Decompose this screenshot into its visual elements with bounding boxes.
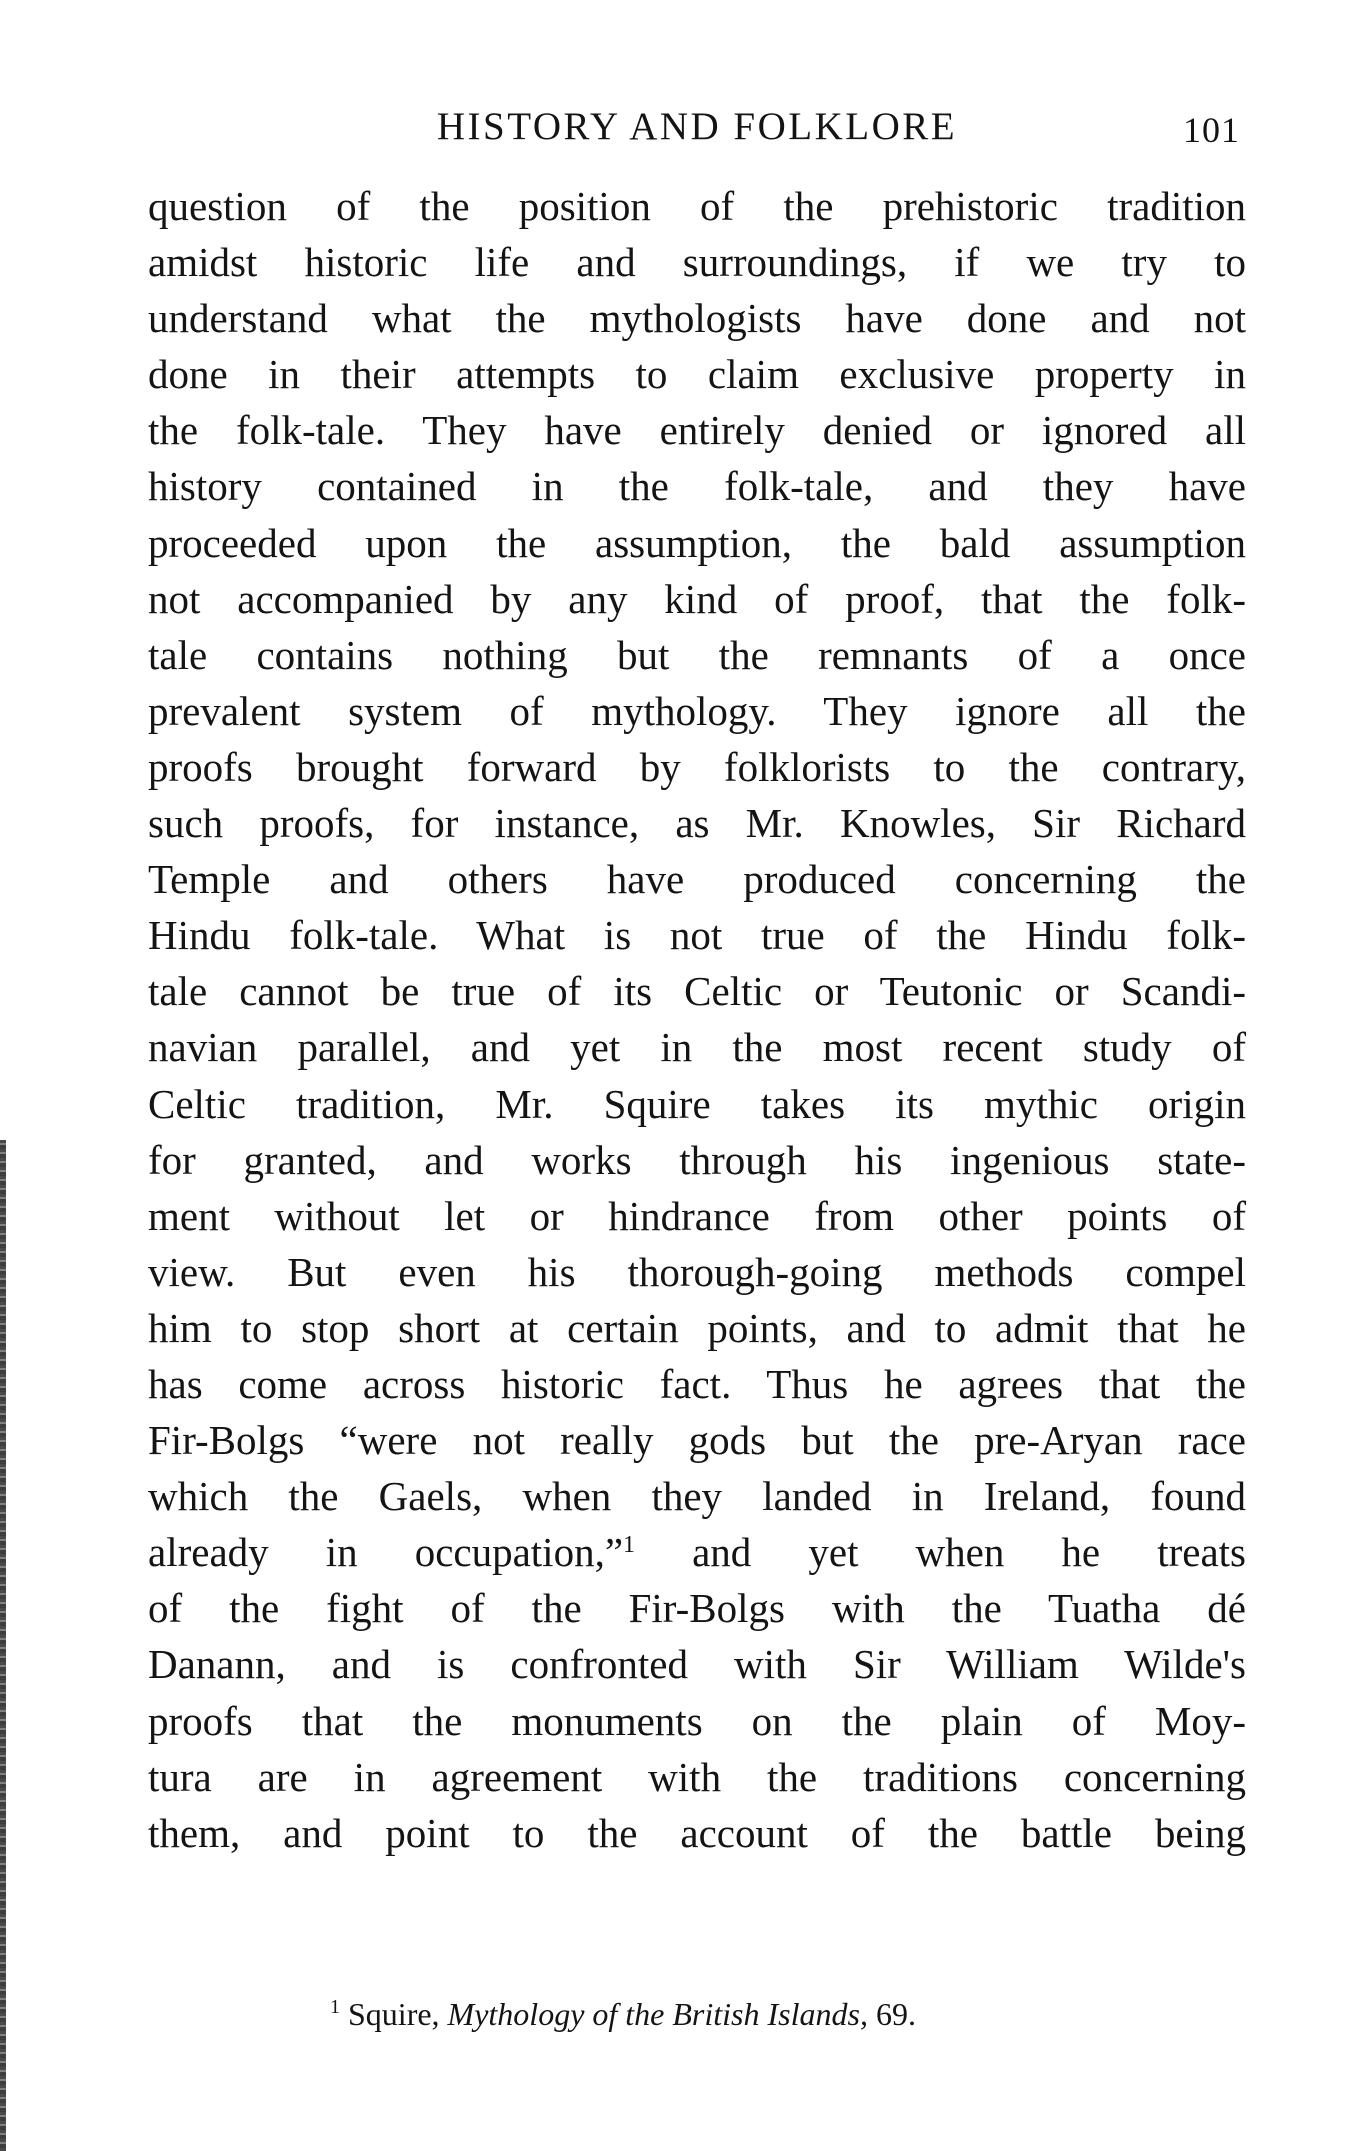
text-line: understand what the mythologists have done and not (148, 295, 1246, 342)
text-fragment: and yet when he treats (635, 1529, 1246, 1576)
text-line-with-footnote-ref (148, 1524, 1246, 1580)
text-line: question of the position of the prehistoric tradition (148, 183, 1246, 229)
footnote-reference[interactable]: 1 (623, 1532, 636, 1559)
text-line: navian parallel, and yet in the most recent study of (148, 1024, 1246, 1071)
page-number: 101 (1183, 110, 1240, 150)
text-fragment: already in occupation,” (148, 1529, 624, 1576)
footnote-title: Mythology of the British Islands, (447, 1996, 868, 2032)
text-line: Danann, and is confronted with Sir William Wilde's (148, 1641, 1246, 1688)
text-line: them, and point to the account of the battle being (148, 1809, 1246, 1856)
text-line: Celtic tradition, Mr. Squire takes its mythic origin (148, 1080, 1246, 1127)
text-line: not accompanied by any kind of proof, that the folk- (148, 575, 1246, 622)
footnote-page: 69. (875, 1996, 916, 2032)
footnote (330, 1985, 916, 2036)
text-line: view. But even his thorough-going methods compel (148, 1248, 1246, 1295)
running-head (148, 102, 1246, 152)
running-title: HISTORY AND FOLKLORE (436, 105, 958, 148)
text-line: proceeded upon the assumption, the bald assumption (148, 519, 1246, 566)
text-line: prevalent system of mythology. They ignore all the (148, 687, 1246, 734)
scan-binding-edge (0, 1140, 6, 2151)
text-line: Temple and others have produced concerning the (148, 856, 1246, 903)
text-line: such proofs, for instance, as Mr. Knowles, Sir Richard (148, 800, 1246, 847)
body-text (148, 178, 1246, 1861)
text-line: the folk-tale. They have entirely denied or ignored all (148, 407, 1246, 454)
text-line: tura are in agreement with the traditions concerning (148, 1753, 1246, 1800)
text-line: done in their attempts to claim exclusive property in (148, 351, 1246, 398)
text-line: amidst historic life and surroundings, if we try to (148, 239, 1246, 286)
text-line: of the fight of the Fir-Bolgs with the Tuatha dé (148, 1585, 1246, 1632)
text-line: has come across historic fact. Thus he agrees that the (148, 1360, 1246, 1407)
text-line: for granted, and works through his ingenious state- (148, 1136, 1246, 1183)
footnote-author: Squire, (348, 1996, 440, 2032)
text-line: tale contains nothing but the remnants of a once (148, 631, 1246, 678)
text-line: which the Gaels, when they landed in Ireland, found (148, 1473, 1246, 1520)
footnote-mark: 1 (330, 1996, 340, 2018)
text-line: ment without let or hindrance from other points of (148, 1192, 1246, 1239)
text-line: tale cannot be true of its Celtic or Teutonic or Scandi- (148, 968, 1246, 1015)
text-line: history contained in the folk-tale, and they have (148, 463, 1246, 510)
text-line: proofs that the monuments on the plain of Moy- (148, 1697, 1246, 1744)
text-line: proofs brought forward by folklorists to the contrary, (148, 743, 1246, 790)
text-line: Hindu folk-tale. What is not true of the Hindu folk- (148, 912, 1246, 959)
text-line: Fir-Bolgs “were not really gods but the pre-Aryan race (148, 1417, 1246, 1464)
text-line: him to stop short at certain points, and to admit that he (148, 1304, 1246, 1351)
